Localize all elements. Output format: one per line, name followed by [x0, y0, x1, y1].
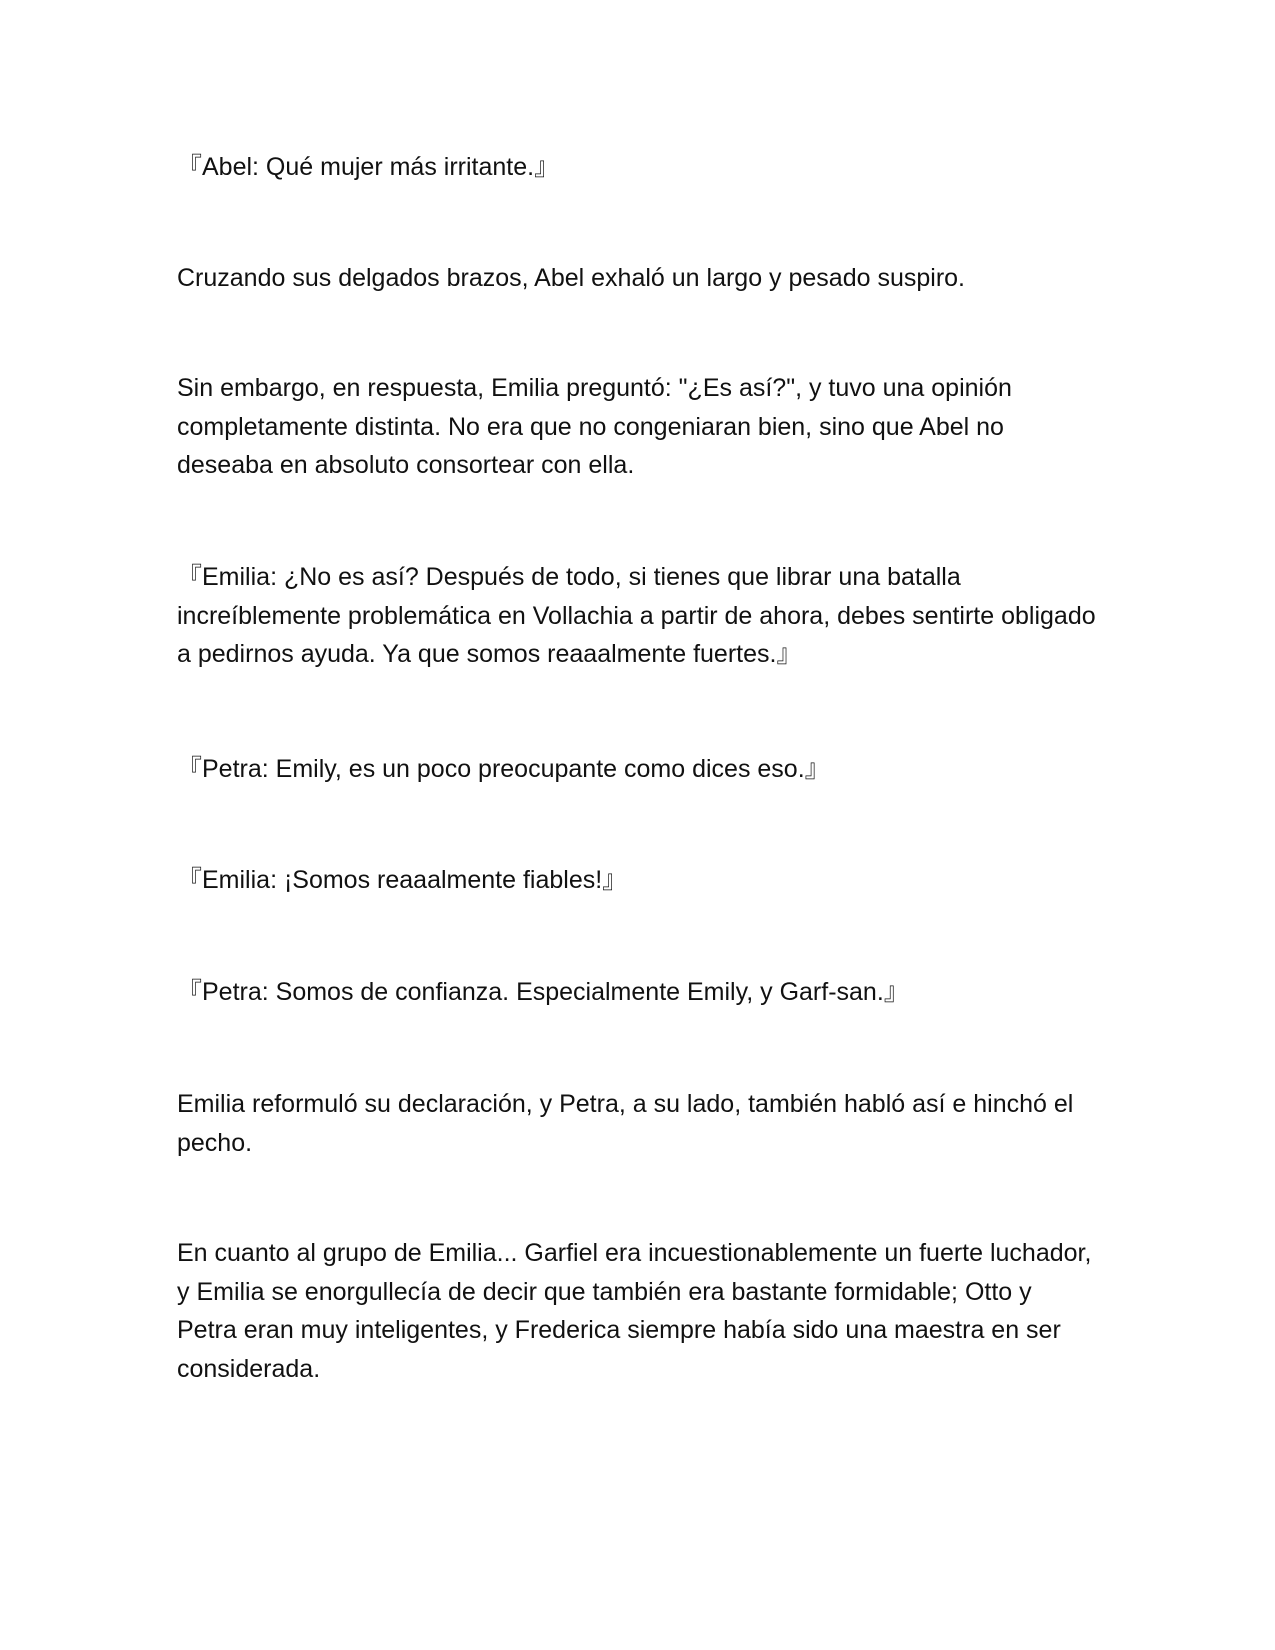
narration-emilia-reformulo: Emilia reformuló su declaración, y Petra, a su lado, también habló así e hinchó el pecho.	[177, 1090, 1074, 1157]
narration-abel-suspiro: Cruzando sus delgados brazos, Abel exhaló un largo y pesado suspiro.	[177, 264, 966, 292]
dialogue-emilia-fiables: 『Emilia: ¡Somos reaaalmente fiables!』	[177, 866, 628, 894]
dialogue-petra-preocupante: 『Petra: Emily, es un poco preocupante como dices eso.』	[177, 755, 830, 783]
dialogue-emilia-batalla: 『Emilia: ¿No es así? Después de todo, si tienes que librar una batalla increíblemente problemática en Vollachia a partir de ahora, debes sentirte obligado a pedirnos ayuda. Ya que somos reaaalmente fuertes.』	[177, 563, 1096, 668]
dialogue-petra-confianza: 『Petra: Somos de confianza. Especialmente Emily, y Garf-san.』	[177, 978, 909, 1006]
dialogue-abel-irritante: 『Abel: Qué mujer más irritante.』	[177, 153, 560, 181]
narration-grupo-emilia: En cuanto al grupo de Emilia... Garfiel era incuestionablemente un fuerte luchador, y Emilia se enorgullecía de decir que también era bastante formidable; Otto y Petra eran muy inteligentes, y Frederica siempre había sido una maestra en ser considerada.	[177, 1239, 1092, 1383]
narration-emilia-opinion: Sin embargo, en respuesta, Emilia preguntó: "¿Es así?", y tuvo una opinión completamente distinta. No era que no congeniaran bien, sino que Abel no deseaba en absoluto consortear con ella.	[177, 374, 1012, 479]
